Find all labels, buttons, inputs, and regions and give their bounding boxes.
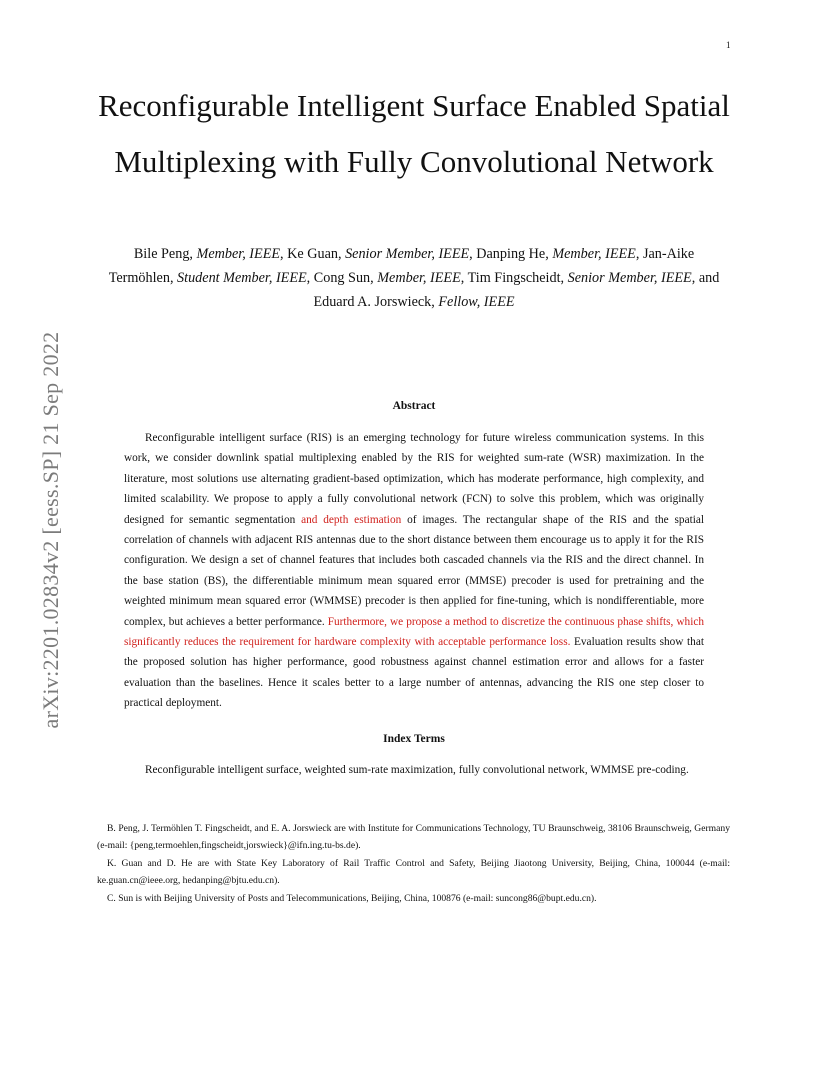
author-name: Ke Guan [287,246,338,262]
abstract-text: Reconfigurable intelligent surface (RIS) is an emerging technology for future wireless communication systems. In this work, we consider downlink spatial multiplexing enabled by the RIS for weighted sum-rate (WSR) maximization. In the literature, most solutions use alternating gradient-based optimization, which has moderate performance, high complexity, and limited scalability. We propose to apply a fully convolutional network (FCN) to solve this problem, which was originally designed for semantic segmentation [124,432,704,526]
author-role: Student Member, IEEE [177,270,307,286]
author-name: Cong Sun [313,270,371,286]
author-name: Eduard A. Jorswieck [313,294,432,310]
page-number: 1 [726,40,731,50]
paper-title: Reconfigurable Intelligent Surface Enabled Spatial Multiplexing with Fully Convolutional Network [98,88,730,179]
author-role: Senior Member, IEEE [345,246,470,262]
author-list: Bile Peng, Member, IEEE, Ke Guan, Senior Member, IEEE, Danping He, Member, IEEE, Jan-Aike Termöhlen, Student Member, IEEE, Cong Sun, Member, IEEE, Tim Fingscheidt, Senior Member, IEEE, and Eduard A. Jorswieck, Fellow, IEEE [108,246,720,310]
abstract-revision-highlight: Furthermore, we propose a method to discretize the continuous phase shifts, which significantly reduces the requirement for hardware complexity with acceptable performance loss. [124,615,704,649]
author-role: Member, IEEE [377,270,461,286]
author-name: Jan-Aike Termöhlen [108,246,695,286]
author-name: Bile Peng [133,246,190,262]
author-role: Fellow, IEEE [438,294,515,310]
author-role: Member, IEEE [196,246,281,262]
abstract-heading: Abstract [392,400,436,412]
author-name: Tim Fingscheidt [467,270,561,286]
index-terms-heading: Index Terms [383,733,445,745]
index-terms-body: Reconfigurable intelligent surface, weighted sum-rate maximization, fully convolutional network, WMMSE pre-coding. [145,764,689,776]
footnote-affiliation: B. Peng, J. Termöhlen T. Fingscheidt, and E. A. Jorswieck are with Institute for Communications Technology, TU Braunschweig, 38106 Braunschweig, Germany (e-mail: {peng,termoehlen,fingscheidt,jorswieck}@ifn.ing.tu-bs.de). [97,823,730,852]
footnotes [97,820,730,907]
abstract-revision-highlight: and depth estimation [301,513,402,526]
author-conjunction: and [698,270,720,286]
author-name: Danping He [476,246,546,262]
author-role: Senior Member, IEEE [567,270,692,286]
author-role: Member, IEEE [552,246,636,262]
abstract-text: of images. The rectangular shape of the RIS and the spatial correlation of channels with adjacent RIS antennas due to the short distance between them encourage us to apply it for the RIS configuration. We design a set of channel features that includes both cascaded channels via the RIS and the direct channel. In the base station (BS), the differentiable minimum mean squared error (MMSE) precoder is used for pretraining and the weighted minimum mean squared error (WMMSE) precoder is then applied for fine-tuning, which is nondifferentiable, more complex, but achieves a better performance. [124,513,705,628]
abstract-text: Evaluation results show that the proposed solution has higher performance, good robustness against channel estimation error and allows for a faster evaluation than the baselines. Hence it scales better to a large number of antennas, advancing the RIS one step closer to practical deployment. [124,636,704,710]
arxiv-identifier-stamp: arXiv:2201.02834v2 [eess.SP] 21 Sep 2022 [38,331,63,729]
footnote-affiliation: C. Sun is with Beijing University of Posts and Telecommunications, Beijing, China, 100876 (e-mail: suncong86@bupt.edu.cn). [107,892,597,904]
footnote-affiliation: K. Guan and D. He are with State Key Laboratory of Rail Traffic Control and Safety, Beijing Jiaotong University, Beijing, China, 100044 (e-mail: ke.guan.cn@ieee.org, hedanping@bjtu.edu.cn). [97,857,730,887]
abstract-body [124,428,704,714]
